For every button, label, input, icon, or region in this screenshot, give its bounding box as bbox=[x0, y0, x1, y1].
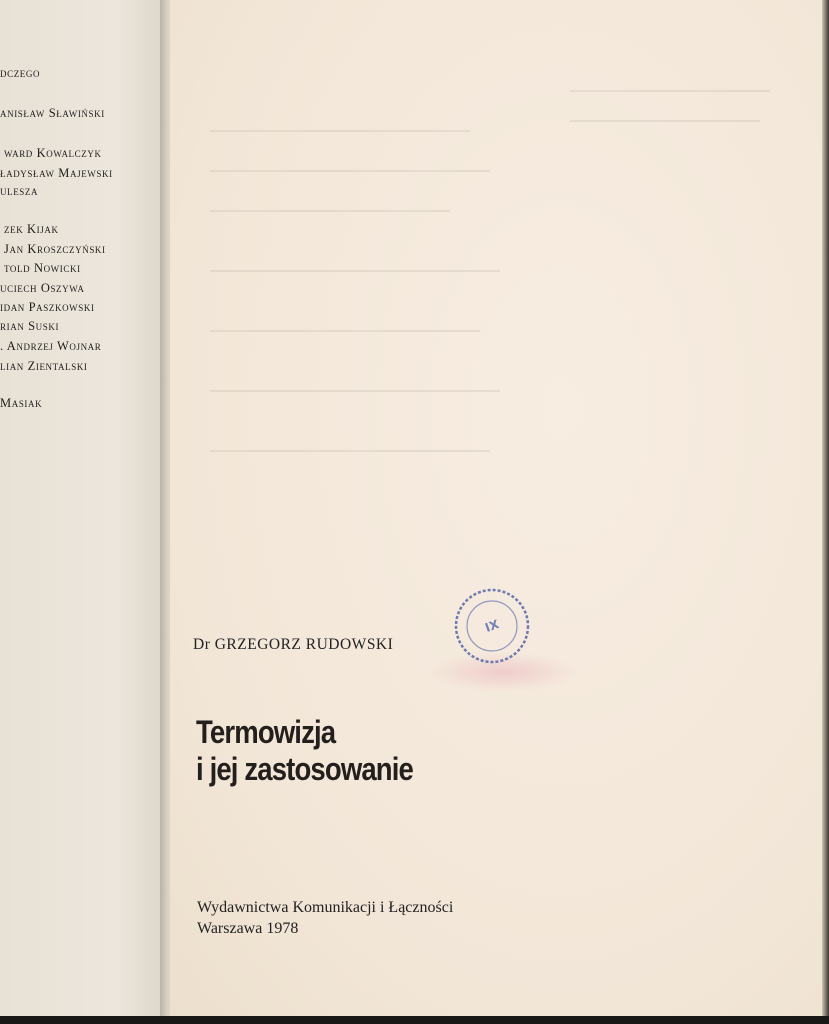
bleed-through-line bbox=[570, 120, 760, 122]
bleed-through-line bbox=[210, 130, 470, 132]
title-line-2: i jej zastosowanie bbox=[196, 751, 413, 787]
credit-line: zek Kijak bbox=[4, 222, 59, 236]
bleed-through-line bbox=[210, 330, 480, 332]
place-year: Warszawa 1978 bbox=[197, 920, 299, 937]
bleed-through-line bbox=[210, 390, 500, 392]
title-page bbox=[170, 0, 822, 1020]
bleed-through-line bbox=[570, 90, 770, 92]
bleed-through-line bbox=[210, 270, 500, 272]
credit-line: Jan Kroszczyński bbox=[4, 242, 106, 256]
left-page bbox=[0, 0, 166, 1020]
page-edge bbox=[822, 0, 829, 1020]
credit-line: ładysław Majewski bbox=[0, 166, 113, 180]
credit-line: anisław Sławiński bbox=[0, 106, 105, 120]
bleed-through-line bbox=[210, 450, 490, 452]
credit-line: rian Suski bbox=[0, 319, 60, 333]
title-line-1: Termowizja bbox=[196, 714, 336, 750]
credit-line: . Andrzej Wojnar bbox=[0, 339, 102, 353]
publisher-name: Wydawnictwa Komunikacji i Łączności bbox=[197, 899, 454, 916]
credit-line: idan Paszkowski bbox=[0, 300, 95, 314]
credit-line: uciech Oszywa bbox=[0, 281, 85, 295]
bottom-edge bbox=[0, 1016, 829, 1024]
publisher-block bbox=[197, 897, 453, 939]
bleed-through-line bbox=[210, 210, 450, 212]
credit-line: ulesza bbox=[0, 184, 39, 198]
book-title bbox=[196, 714, 413, 788]
svg-text:IX: IX bbox=[483, 617, 501, 635]
credit-line: Masiak bbox=[0, 396, 43, 410]
author-name: Dr GRZEGORZ RUDOWSKI bbox=[193, 636, 394, 653]
bleed-through-line bbox=[210, 170, 490, 172]
credit-line: dczego bbox=[0, 66, 41, 80]
library-stamp-icon bbox=[452, 586, 532, 666]
credit-line: lian Zientalski bbox=[0, 359, 88, 373]
credit-line: told Nowicki bbox=[4, 261, 81, 275]
credit-line: ward Kowalczyk bbox=[4, 146, 102, 160]
